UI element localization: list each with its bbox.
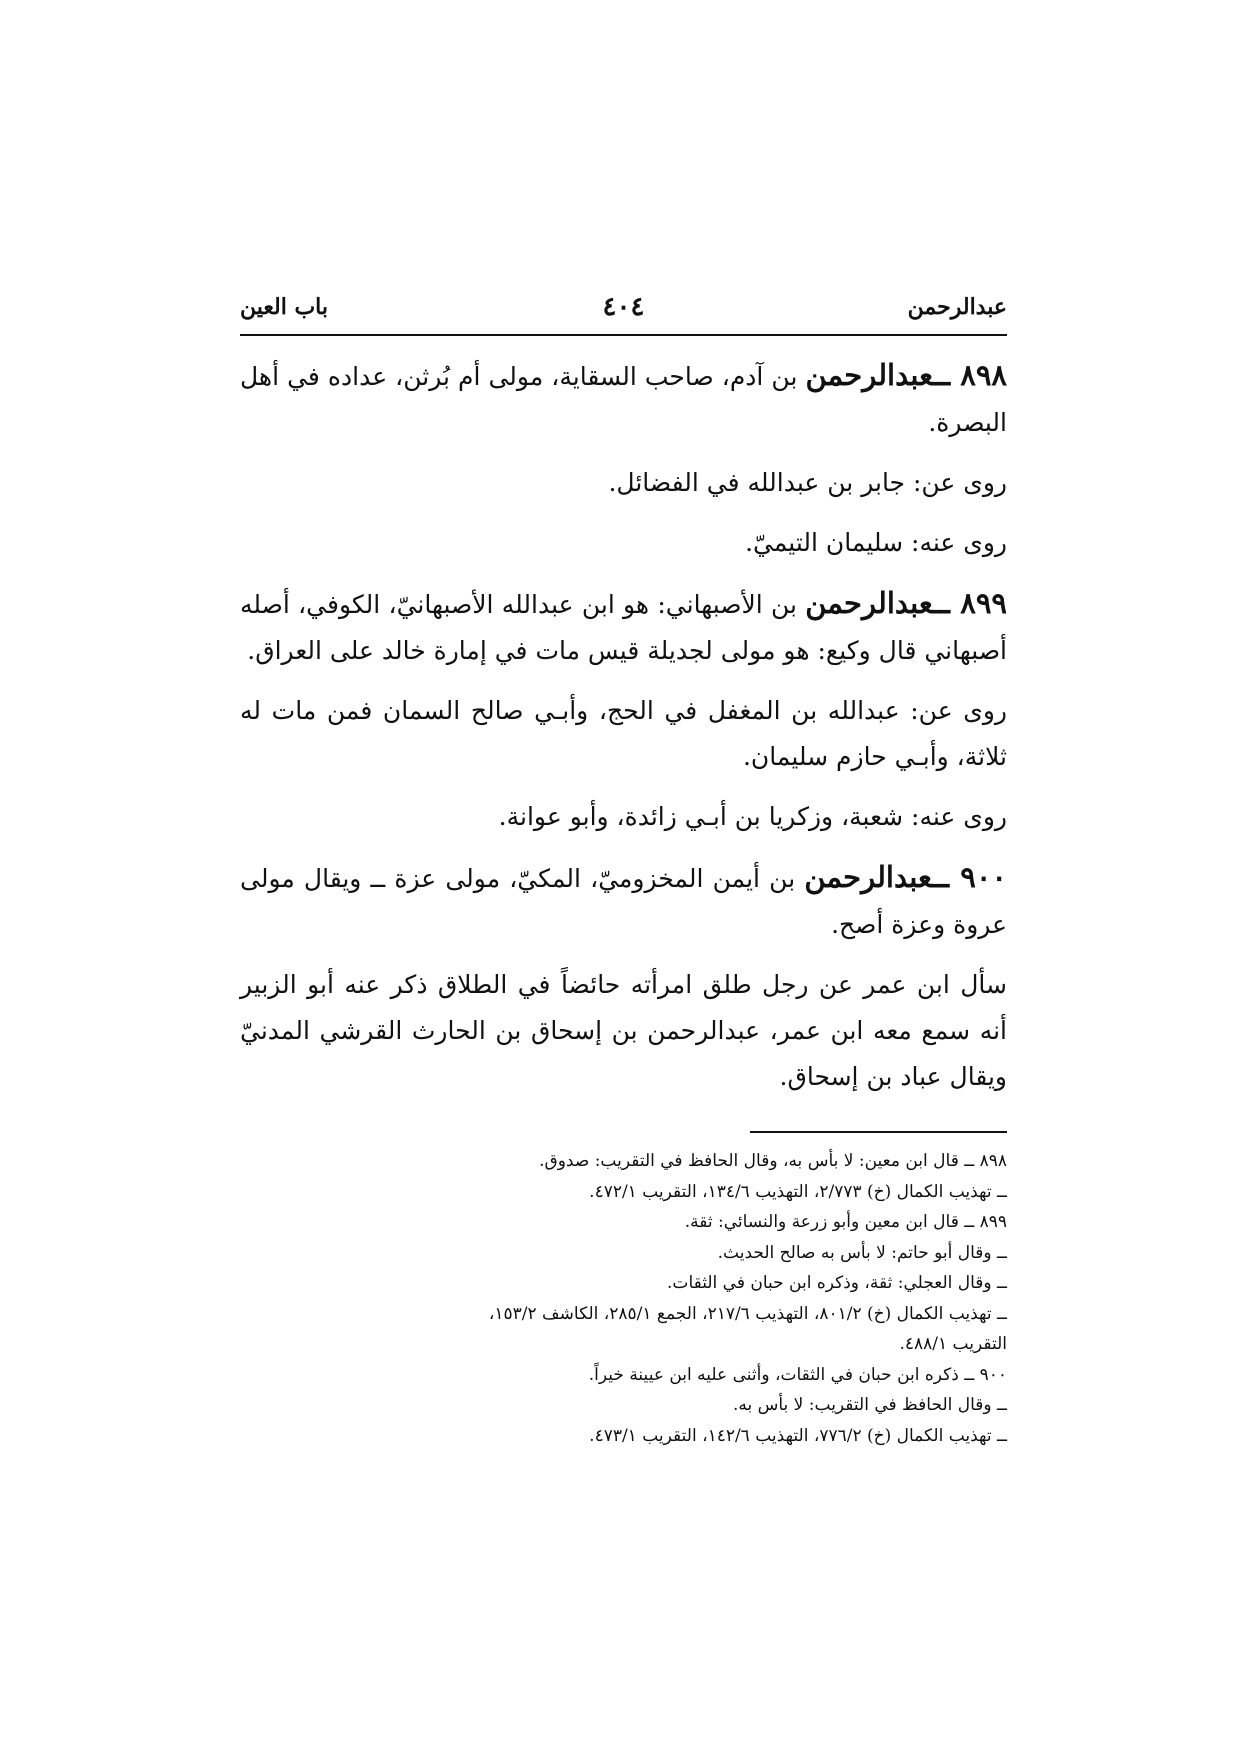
running-head [240,292,1007,332]
header-divider [240,334,1007,336]
entry-898-name: عبدالرحمن [805,358,934,392]
footnote-900-line-1: ٩٠٠ ــ ذكره ابن حبان في الثقات، وأثنى عليه ابن عيينة خيراً. [588,1364,1007,1385]
entry-899-narrated-by: روى عنه: شعبة، وزكريا بن أبـي زائدة، وأبو عوانة. [498,802,1007,831]
entry-899-number: ٨٩٩ ــ [932,586,1007,620]
footnote-900-line-2: ــ وقال الحافظ في التقريب: لا بأس به. [732,1395,1007,1415]
footnote-899-line-1: ٨٩٩ ــ قال ابن معين وأبو زرعة والنسائي: ثقة. [684,1212,1007,1232]
footnote-899-line-4: ــ تهذيب الكمال (خ) ٨٠١/٢، التهذيب ٢١٧/٦، الجمع ٢٨٥/١، الكاشف ١٥٣/٢، [488,1303,1007,1324]
entry-900-intro-text: بن أيمن المخزوميّ، المكيّ، مولى عزة ــ ويقال مولى عروة وعزة أصح. [240,864,1007,939]
footnote-899-line-3: ــ وقال العجلي: ثقة، وذكره ابن حبان في الثقات. [667,1273,1007,1293]
footnote-divider [750,1131,1007,1133]
entry-899-intro-text: بن الأصبهاني: هو ابن عبدالله الأصبهانيّ، الكوفي، أصله أصبهاني قال وكيع: هو مولى لجديلة قيس مات في إمارة خالد على العراق. [240,590,1007,665]
main-text [240,352,1007,1100]
entry-900-number: ٩٠٠ ــ [931,860,1008,894]
running-head-chapter-title: باب العين [240,294,329,320]
entry-900-narration: سأل ابن عمر عن رجل طلق امرأته حائضاً في الطلاق ذكر عنه أبو الزبير أنه سمع معه ابن عمر، عبدالرحمن بن إسحاق بن الحارث القرشي المدنيّ ويقال عباد بن إسحاق. [240,970,1007,1091]
entry-898-intro-text: بن آدم، صاحب السقاية، مولى أم بُرثن، عداده في أهل البصرة. [240,362,1007,437]
running-head-section-name: عبدالرحمن [907,294,1007,320]
entry-900-name: عبدالرحمن [804,860,932,894]
footnote-899-line-2: ــ وقال أبو حاتم: لا بأس به صالح الحديث. [717,1242,1007,1263]
page-number: ٤٠٤ [602,292,645,322]
entry-899-name: عبدالرحمن [805,586,933,620]
footnote-898-line-2: ــ تهذيب الكمال (خ) ٢/٧٧٣، التهذيب ١٣٤/٦، التقريب ٤٧٢/١. [589,1181,1007,1202]
footnote-899-line-5: التقريب ٤٨٨/١. [899,1334,1007,1354]
entry-898-narrated-from: روى عن: جابر بن عبدالله في الفضائل. [608,468,1007,497]
footnote-900-line-3: ــ تهذيب الكمال (خ) ٧٧٦/٢، التهذيب ١٤٢/٦، التقريب ٤٧٣/١. [589,1425,1007,1446]
entry-898-intro [240,352,1007,446]
footnotes [240,1146,1007,1451]
entry-900-intro [240,854,1007,948]
footnote-898-line-1: ٨٩٨ ــ قال ابن معين: لا بأس به، وقال الحافظ في التقريب: صدوق. [539,1151,1007,1171]
entry-899-narrated-from: روى عن: عبدالله بن المغفل في الحج، وأبـي صالح السمان فمن مات له ثلاثة، وأبـي حازم سليمان. [240,696,1007,771]
entry-899-intro [240,580,1007,674]
entry-898-narrated-by: روى عنه: سليمان التيميّ. [745,528,1007,557]
entry-898-number: ٨٩٨ ــ [933,358,1008,392]
